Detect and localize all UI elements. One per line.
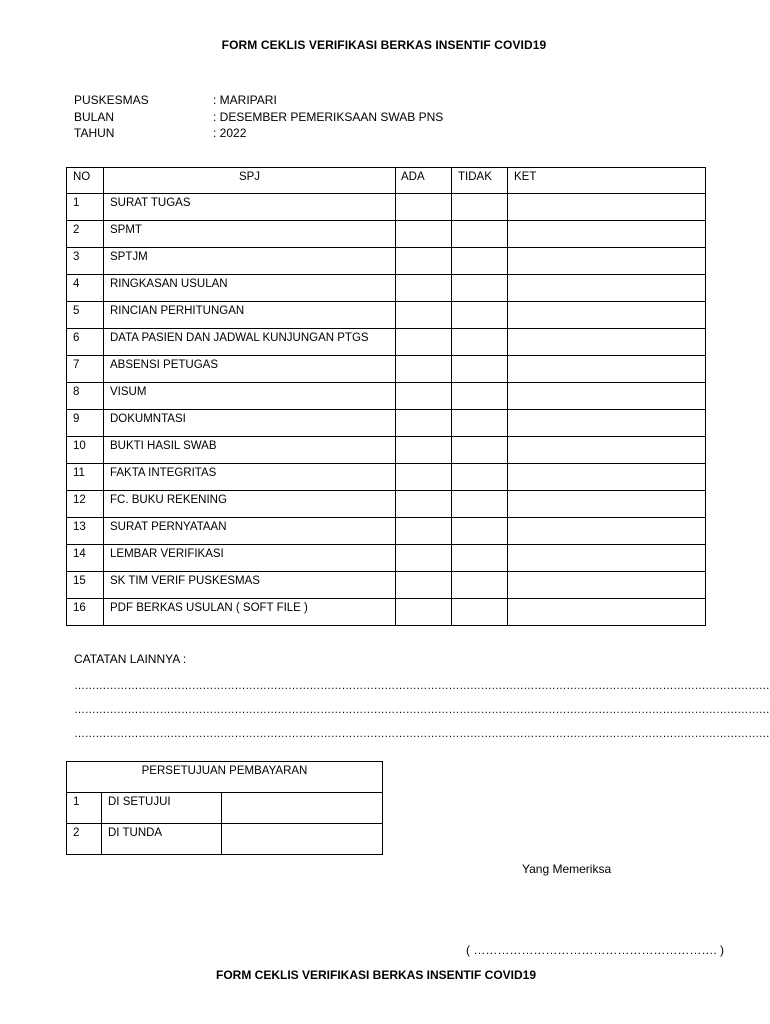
ket-cell[interactable]: [508, 302, 706, 329]
tidak-cell[interactable]: [452, 491, 508, 518]
approval-no: 2: [67, 824, 102, 855]
ada-cell[interactable]: [396, 302, 452, 329]
ada-cell[interactable]: [396, 410, 452, 437]
table-row: [67, 491, 706, 518]
header-ada: ADA: [396, 168, 452, 194]
ada-cell[interactable]: [396, 572, 452, 599]
row-spj: SPMT: [104, 221, 396, 248]
row-spj: RINCIAN PERHITUNGAN: [104, 302, 396, 329]
ket-cell[interactable]: [508, 329, 706, 356]
table-row: [67, 437, 706, 464]
checker-label: Yang Memeriksa: [522, 862, 612, 876]
tidak-cell[interactable]: [452, 221, 508, 248]
row-spj: LEMBAR VERIFIKASI: [104, 545, 396, 572]
tidak-cell[interactable]: [452, 464, 508, 491]
ada-cell[interactable]: [396, 491, 452, 518]
row-no: 11: [67, 464, 104, 491]
table-row: [67, 302, 706, 329]
tidak-cell[interactable]: [452, 302, 508, 329]
info-row-tahun: [74, 125, 443, 142]
table-row: [67, 410, 706, 437]
table-row: [67, 518, 706, 545]
ada-cell[interactable]: [396, 599, 452, 626]
tidak-cell[interactable]: [452, 356, 508, 383]
tidak-cell[interactable]: [452, 248, 508, 275]
approval-label: DI TUNDA: [102, 824, 222, 855]
row-spj: SK TIM VERIF PUSKESMAS: [104, 572, 396, 599]
row-spj: SPTJM: [104, 248, 396, 275]
ket-cell[interactable]: [508, 545, 706, 572]
header-tidak: TIDAK: [452, 168, 508, 194]
ket-cell[interactable]: [508, 275, 706, 302]
tidak-cell[interactable]: [452, 572, 508, 599]
ket-cell[interactable]: [508, 572, 706, 599]
table-row: [67, 356, 706, 383]
row-spj: DATA PASIEN DAN JADWAL KUNJUNGAN PTGS: [104, 329, 396, 356]
ada-cell[interactable]: [396, 545, 452, 572]
tidak-cell[interactable]: [452, 518, 508, 545]
row-no: 2: [67, 221, 104, 248]
ada-cell[interactable]: [396, 437, 452, 464]
table-row: [67, 572, 706, 599]
row-no: 13: [67, 518, 104, 545]
ada-cell[interactable]: [396, 464, 452, 491]
table-row: [67, 329, 706, 356]
tidak-cell[interactable]: [452, 437, 508, 464]
row-no: 5: [67, 302, 104, 329]
info-value: : 2022: [213, 126, 247, 140]
ket-cell[interactable]: [508, 410, 706, 437]
info-value: : MARIPARI: [213, 93, 277, 107]
table-row: [67, 275, 706, 302]
tidak-cell[interactable]: [452, 329, 508, 356]
row-no: 14: [67, 545, 104, 572]
ada-cell[interactable]: [396, 356, 452, 383]
approval-row: [67, 824, 383, 855]
row-no: 6: [67, 329, 104, 356]
table-row: [67, 383, 706, 410]
tidak-cell[interactable]: [452, 275, 508, 302]
ada-cell[interactable]: [396, 194, 452, 221]
table-row: [67, 599, 706, 626]
notes-label: CATATAN LAINNYA :: [74, 652, 187, 666]
table-row: [67, 221, 706, 248]
ket-cell[interactable]: [508, 194, 706, 221]
table-row: [67, 194, 706, 221]
approval-label: DI SETUJUI: [102, 793, 222, 824]
row-no: 16: [67, 599, 104, 626]
ket-cell[interactable]: [508, 356, 706, 383]
ada-cell[interactable]: [396, 383, 452, 410]
ada-cell[interactable]: [396, 518, 452, 545]
row-spj: VISUM: [104, 383, 396, 410]
row-no: 4: [67, 275, 104, 302]
form-title: FORM CEKLIS VERIFIKASI BERKAS INSENTIF COVID19: [221, 38, 547, 52]
approval-no: 1: [67, 793, 102, 824]
row-no: 3: [67, 248, 104, 275]
ada-cell[interactable]: [396, 275, 452, 302]
approval-header: PERSETUJUAN PEMBAYARAN: [67, 762, 383, 793]
ket-cell[interactable]: [508, 221, 706, 248]
notes-line[interactable]: ……………………………………………………………………………………………………………………………………………………………………………: [74, 728, 770, 740]
row-no: 8: [67, 383, 104, 410]
info-label: PUSKESMAS: [74, 93, 149, 107]
signature-line[interactable]: ( ……………………………………………………. ): [466, 943, 724, 957]
row-no: 7: [67, 356, 104, 383]
ket-cell[interactable]: [508, 599, 706, 626]
row-spj: FAKTA INTEGRITAS: [104, 464, 396, 491]
tidak-cell[interactable]: [452, 383, 508, 410]
row-spj: RINGKASAN USULAN: [104, 275, 396, 302]
tidak-cell[interactable]: [452, 545, 508, 572]
row-no: 10: [67, 437, 104, 464]
ada-cell[interactable]: [396, 329, 452, 356]
row-no: 9: [67, 410, 104, 437]
row-spj: SURAT PERNYATAAN: [104, 518, 396, 545]
row-spj: PDF BERKAS USULAN ( SOFT FILE ): [104, 599, 396, 626]
ket-cell[interactable]: [508, 437, 706, 464]
approval-check-cell[interactable]: [222, 824, 383, 855]
ket-cell[interactable]: [508, 383, 706, 410]
approval-check-cell[interactable]: [222, 793, 383, 824]
table-row: [67, 248, 706, 275]
approval-header-row: [67, 762, 383, 793]
info-label: BULAN: [74, 109, 115, 124]
ket-cell[interactable]: [508, 248, 706, 275]
approval-row: [67, 793, 383, 824]
ket-cell[interactable]: [508, 518, 706, 545]
row-spj: ABSENSI PETUGAS: [104, 356, 396, 383]
ket-cell[interactable]: [508, 464, 706, 491]
ada-cell[interactable]: [396, 248, 452, 275]
footer-form-title: FORM CEKLIS VERIFIKASI BERKAS INSENTIF COVID19: [216, 968, 537, 982]
table-header-row: [67, 168, 706, 194]
header-no: NO: [67, 168, 104, 194]
info-label: TAHUN: [74, 126, 115, 140]
header-ket: KET: [508, 168, 706, 194]
tidak-cell[interactable]: [452, 410, 508, 437]
notes-line[interactable]: ……………………………………………………………………………………………………………………………………………………………………………: [74, 704, 770, 716]
info-row-bulan: [74, 109, 443, 126]
row-spj: FC. BUKU REKENING: [104, 491, 396, 518]
row-spj: SURAT TUGAS: [104, 194, 396, 221]
row-spj: DOKUMNTASI: [104, 410, 396, 437]
header-spj: SPJ: [104, 168, 396, 194]
info-value: : DESEMBER PEMERIKSAAN SWAB PNS: [213, 109, 444, 124]
approval-table: [66, 761, 383, 855]
spj-checklist-table: [66, 167, 706, 626]
tidak-cell[interactable]: [452, 194, 508, 221]
tidak-cell[interactable]: [452, 599, 508, 626]
notes-line[interactable]: ……………………………………………………………………………………………………………………………………………………………………………: [74, 680, 770, 692]
row-no: 12: [67, 491, 104, 518]
info-block: [74, 92, 443, 142]
row-no: 15: [67, 572, 104, 599]
row-no: 1: [67, 194, 104, 221]
ada-cell[interactable]: [396, 221, 452, 248]
table-row: [67, 545, 706, 572]
info-row-puskesmas: [74, 92, 443, 109]
row-spj: BUKTI HASIL SWAB: [104, 437, 396, 464]
table-row: [67, 464, 706, 491]
ket-cell[interactable]: [508, 491, 706, 518]
